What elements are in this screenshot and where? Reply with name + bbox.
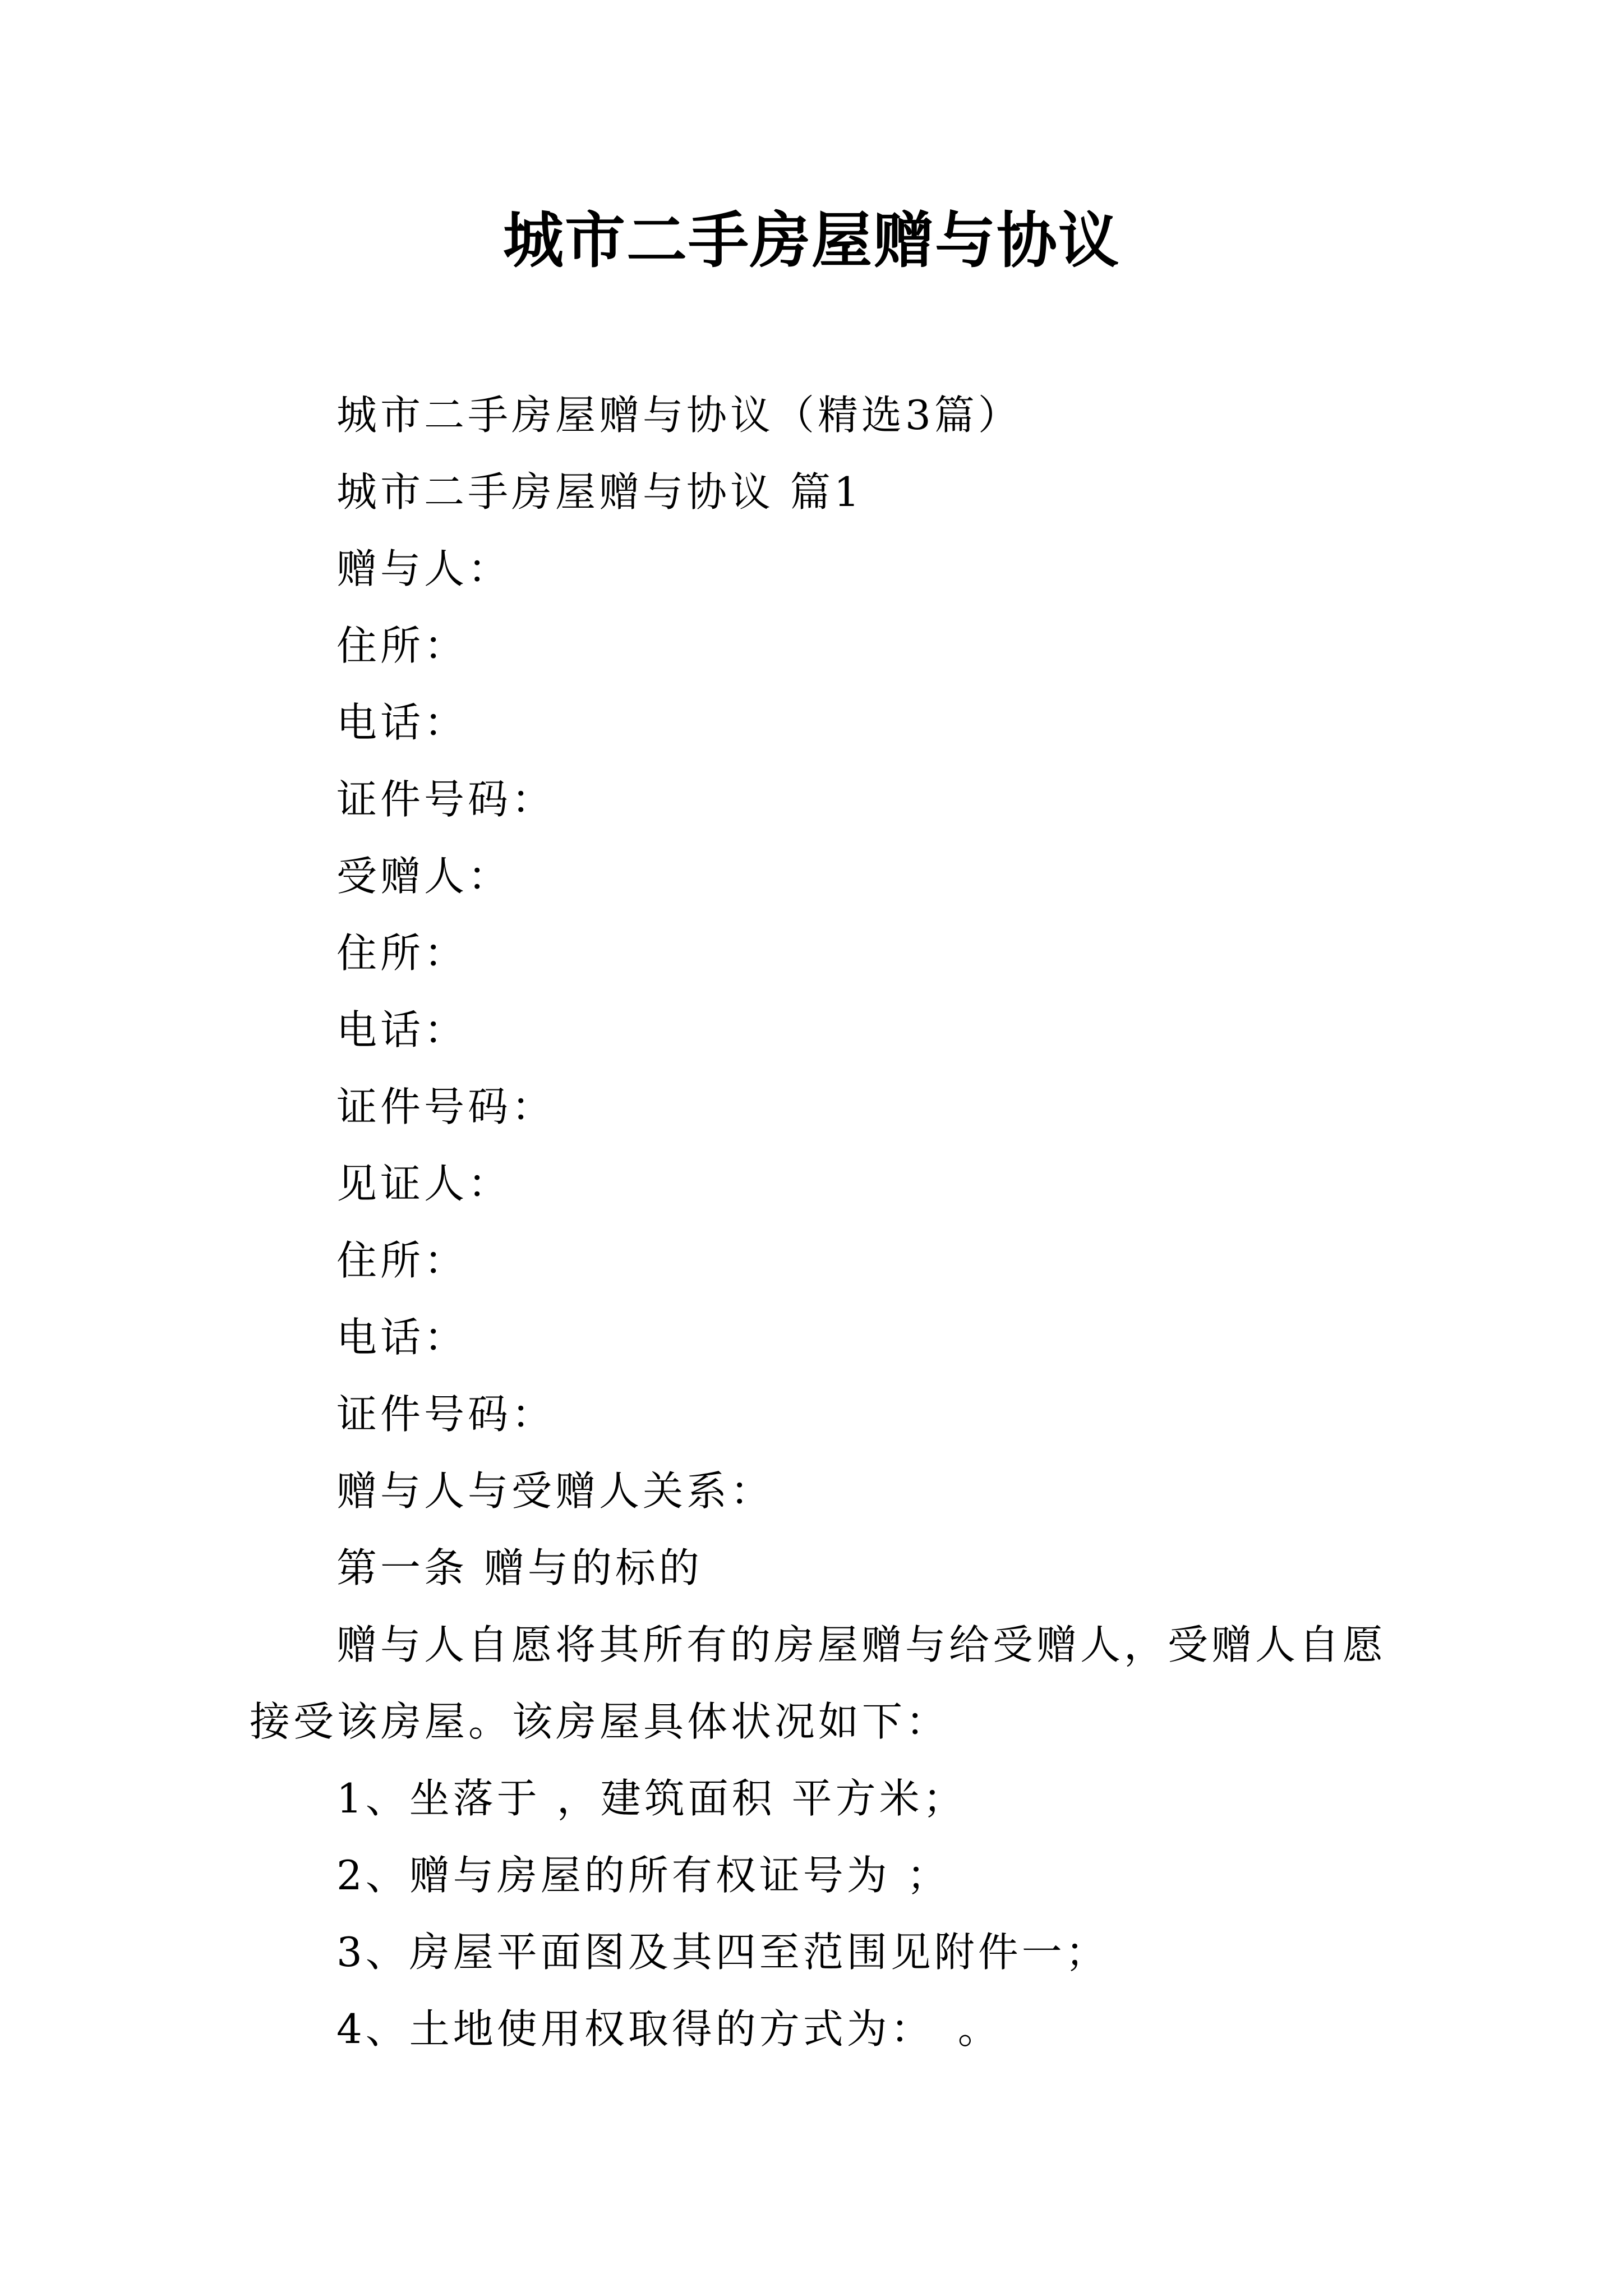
list-item: 2、赠与房屋的所有权证号为 ；: [336, 1852, 951, 1899]
donee-phone-label: 电话：: [336, 1006, 468, 1053]
document-body: [250, 377, 1388, 2068]
list-item: 1、坐落于 ，建筑面积 平方米；: [336, 1775, 967, 1822]
section-heading: 城市二手房屋赠与协议 篇1: [336, 468, 863, 516]
witness-phone-label: 电话：: [336, 1314, 468, 1361]
donor-phone-label: 电话：: [336, 699, 468, 746]
donee-label: 受赠人：: [336, 853, 512, 900]
list-item: 3、房屋平面图及其四至范围见附件一；: [336, 1929, 1109, 1976]
article-one-paragraph: 赠与人自愿将其所有的房屋赠与给受赠人，受赠人自愿接受该房屋。该房屋具体状况如下：: [250, 1621, 1387, 1745]
subtitle-line: 城市二手房屋赠与协议（精选3篇）: [336, 392, 1022, 439]
donor-address-label: 住所：: [336, 622, 468, 669]
article-one-heading: 第一条 赠与的标的: [336, 1544, 703, 1591]
donor-id-label: 证件号码：: [336, 776, 556, 823]
list-item: 4、土地使用权取得的方式为： 。: [336, 2005, 1002, 2053]
donee-id-label: 证件号码：: [336, 1083, 556, 1130]
witness-address-label: 住所：: [336, 1237, 468, 1284]
relationship-label: 赠与人与受赠人关系：: [336, 1467, 774, 1515]
document-title: 城市二手房屋赠与协议: [502, 206, 1120, 276]
witness-id-label: 证件号码：: [336, 1391, 556, 1438]
donor-label: 赠与人：: [336, 545, 512, 592]
donee-address-label: 住所：: [336, 930, 468, 977]
witness-label: 见证人：: [336, 1160, 512, 1207]
